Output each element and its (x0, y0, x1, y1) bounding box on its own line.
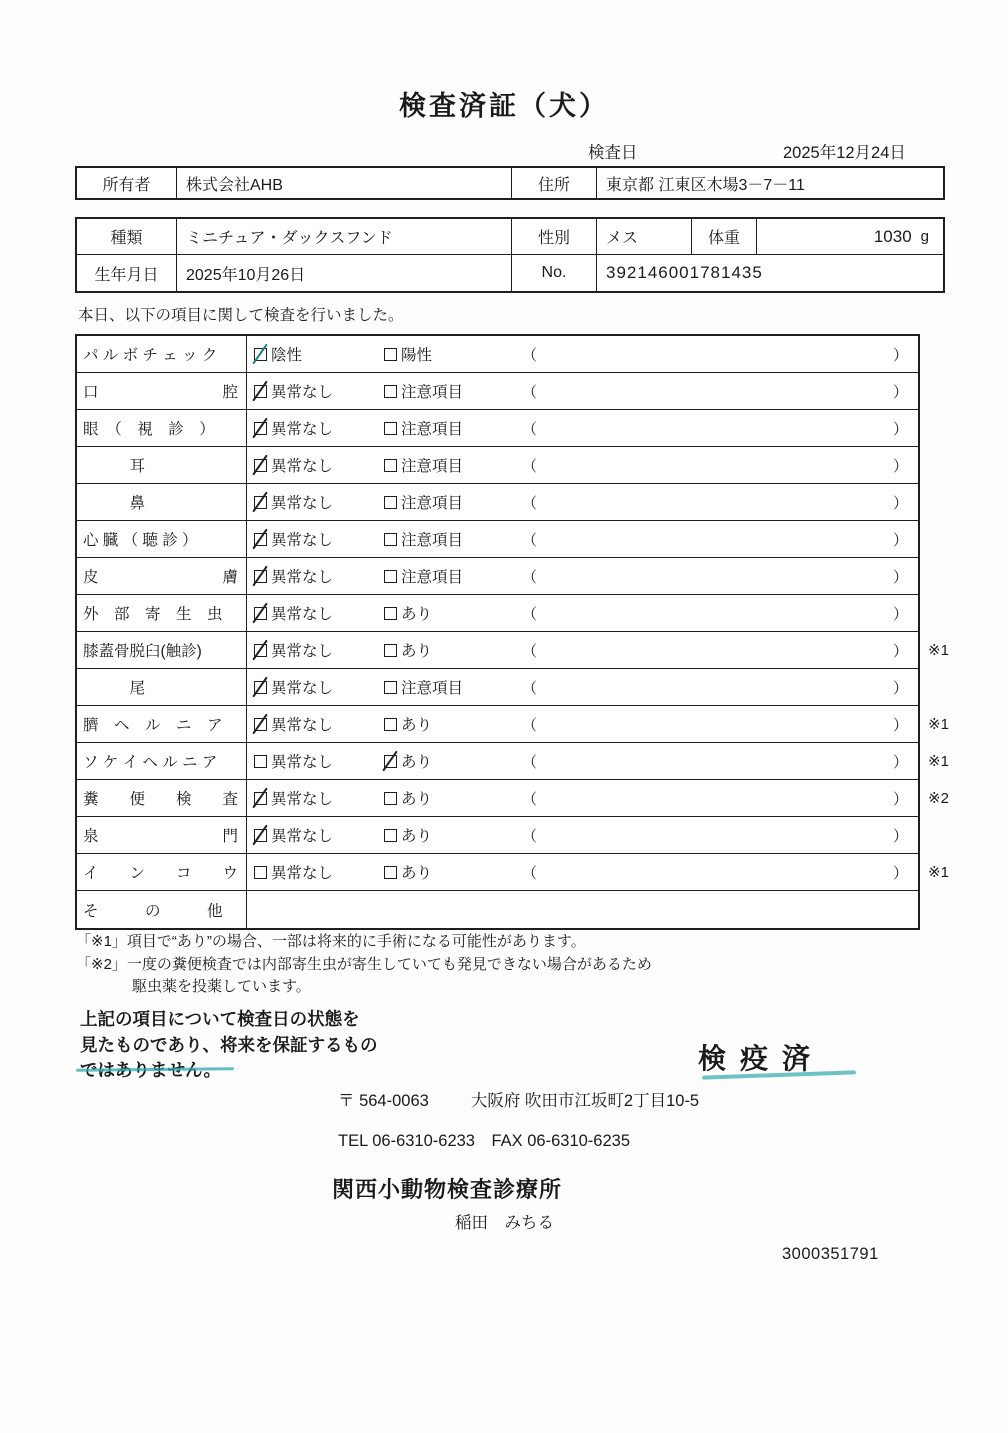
paren-open: （ (522, 346, 538, 364)
paren-close: ） (892, 346, 908, 364)
checkbox[interactable] (254, 496, 267, 509)
inspection-row (77, 521, 918, 558)
inspection-row (77, 854, 949, 891)
row-footnote-mark: ※1 (928, 642, 949, 659)
checkbox[interactable] (384, 459, 397, 472)
option2-label: 注意項目 (401, 680, 464, 697)
paren-open: （ (522, 605, 538, 623)
inspection-item-label: 耳 (77, 447, 247, 483)
checkbox[interactable] (384, 570, 397, 583)
option1-label: 異常なし (271, 717, 334, 734)
owner-table (75, 166, 945, 200)
clinic-address: 大阪府 吹田市江坂町2丁目10-5 (470, 1092, 700, 1110)
inspection-row (77, 373, 918, 410)
inspection-item-label: ソ ケ イ ヘ ル ニ ア (77, 743, 247, 779)
paren-open: （ (522, 679, 538, 697)
checkbox[interactable] (384, 496, 397, 509)
paren-close: ） (892, 605, 908, 623)
option2-cell (377, 632, 512, 668)
option2-cell (377, 558, 512, 594)
owner-value: 株式会社AHB (177, 168, 512, 198)
option2-cell (377, 743, 512, 779)
inspection-row (77, 336, 918, 373)
checkbox[interactable] (254, 644, 267, 657)
veterinarian-name: 稲田 みちる (455, 1214, 554, 1232)
inspection-item-label: パ ル ボ チ ェ ッ ク (77, 336, 247, 372)
option2-cell (377, 854, 512, 890)
paren-close: ） (892, 827, 908, 845)
row-footnote-mark: ※1 (928, 753, 949, 770)
option1-cell (247, 447, 377, 483)
checkbox[interactable] (254, 570, 267, 583)
checkbox[interactable] (384, 348, 397, 361)
inspection-item-label: 鼻 (77, 484, 247, 520)
footnote-2-cont: 駆虫薬を投薬しています。 (132, 978, 311, 995)
option2-label: 注意項目 (401, 421, 464, 438)
other-empty-cell (247, 891, 918, 928)
checkbox[interactable] (254, 718, 267, 731)
animal-table (75, 217, 945, 293)
row-footnote-mark: ※1 (928, 864, 949, 881)
option1-cell (247, 484, 377, 520)
disclaimer-line1: 上記の項目について検査日の状態を (80, 1009, 360, 1029)
clinic-name: 関西小動物検査診療所 (332, 1177, 563, 1202)
checkbox[interactable] (254, 533, 267, 546)
address-label: 住所 (512, 168, 597, 198)
disclaimer (80, 1007, 378, 1084)
serial-number: 3000351791 (782, 1245, 879, 1263)
checkbox[interactable] (254, 422, 267, 435)
weight-value: 1030 (873, 226, 912, 246)
option2-cell (377, 336, 512, 372)
checkbox[interactable] (254, 792, 267, 805)
checkbox[interactable] (384, 533, 397, 546)
checkbox[interactable] (384, 755, 397, 768)
paren-close: ） (892, 457, 908, 475)
inspection-item-label: 臍 ヘ ル ニ ア (77, 706, 247, 742)
option1-cell (247, 336, 377, 372)
inspection-item-label: イ ン コ ウ (77, 854, 247, 890)
paren-open: （ (522, 753, 538, 771)
inspection-item-label: 外 部 寄 生 虫 (77, 595, 247, 631)
row-footnote-mark: ※1 (928, 716, 949, 733)
option1-label: 異常なし (271, 495, 334, 512)
inspection-row (77, 669, 918, 706)
paren-open: （ (522, 827, 538, 845)
paren-close: ） (892, 753, 908, 771)
paren-close: ） (892, 716, 908, 734)
paren-close: ） (892, 420, 908, 438)
checkbox[interactable] (254, 866, 267, 879)
option1-label: 異常なし (271, 754, 334, 771)
paren-open: （ (522, 790, 538, 808)
birthdate-label: 生年月日 (77, 255, 177, 291)
postal-code: 〒 564-0063 (338, 1092, 429, 1110)
checkbox[interactable] (384, 422, 397, 435)
paren-open: （ (522, 716, 538, 734)
inspection-date-value: 2025年12月24日 (783, 144, 906, 162)
remarks-cell (512, 484, 918, 520)
paren-close: ） (892, 790, 908, 808)
row-footnote-mark: ※2 (928, 790, 949, 807)
document-title: 検査済証（犬） (399, 91, 609, 121)
inspection-item-label: 皮 膚 (77, 558, 247, 594)
remarks-cell (512, 558, 918, 594)
checkbox[interactable] (384, 681, 397, 694)
option2-cell (377, 484, 512, 520)
owner-label: 所有者 (77, 168, 177, 198)
option1-label: 異常なし (271, 680, 334, 697)
footnote-2: 「※2」一度の糞便検査では内部寄生虫が寄生していても発見できない場合があるため (76, 955, 652, 973)
checkbox[interactable] (254, 829, 267, 842)
checkbox[interactable] (254, 681, 267, 694)
paren-close: ） (892, 383, 908, 401)
inspection-item-label: 心 臓 （ 聴 診 ） (77, 521, 247, 557)
certificate-no-value: 392146001781435 (606, 263, 763, 282)
option1-label: 異常なし (271, 828, 334, 845)
remarks-cell (512, 447, 918, 483)
inspection-table (75, 334, 949, 930)
sex-label: 性別 (512, 219, 597, 254)
checkbox[interactable] (384, 607, 397, 620)
option2-cell (377, 817, 512, 853)
option2-cell (377, 669, 512, 705)
footnotes (76, 931, 652, 999)
remarks-cell (512, 817, 918, 853)
checkbox[interactable] (384, 385, 397, 398)
certificate-no-label: No. (512, 255, 597, 291)
option2-label: あり (401, 643, 433, 660)
option2-label: 注意項目 (401, 458, 464, 475)
inspection-row (77, 817, 918, 854)
paren-open: （ (522, 383, 538, 401)
checkbox[interactable] (384, 829, 397, 842)
option2-cell (377, 595, 512, 631)
paren-close: ） (892, 679, 908, 697)
option1-label: 異常なし (271, 791, 334, 808)
inspection-item-label: 膝蓋骨脱臼(触診) (77, 632, 247, 668)
checkbox[interactable] (254, 348, 267, 361)
option2-cell (377, 780, 512, 816)
option1-label: 異常なし (271, 532, 334, 549)
option2-label: あり (401, 606, 433, 623)
checkbox[interactable] (254, 459, 267, 472)
option1-cell (247, 632, 377, 668)
option2-label: 注意項目 (401, 495, 464, 512)
paren-open: （ (522, 457, 538, 475)
remarks-cell (512, 521, 918, 557)
option1-label: 異常なし (271, 569, 334, 586)
option2-label: あり (401, 865, 433, 882)
breed-label: 種類 (77, 219, 177, 254)
sex-value: メス (597, 219, 692, 254)
tel-fax-line: TEL 06-6310-6233 FAX 06-6310-6235 (338, 1132, 631, 1150)
inspection-item-label: 糞 便 検 査 (77, 780, 247, 816)
option2-label: 注意項目 (401, 532, 464, 549)
option1-label: 異常なし (271, 384, 334, 401)
checkbox[interactable] (384, 718, 397, 731)
remarks-cell (512, 595, 918, 631)
paren-open: （ (522, 531, 538, 549)
option1-cell (247, 595, 377, 631)
weight-cell (757, 219, 943, 254)
option2-label: あり (401, 754, 433, 771)
address-value: 東京都 江東区木場3－7－11 (606, 176, 805, 194)
footnote-1: 「※1」項目で“あり”の場合、一部は将来的に手術になる可能性があります。 (76, 933, 586, 950)
intro-text: 本日、以下の項目に関して検査を行いました。 (78, 307, 404, 324)
option1-cell (247, 817, 377, 853)
remarks-cell (512, 373, 918, 409)
option2-cell (377, 373, 512, 409)
option1-label: 異常なし (271, 458, 334, 475)
inspection-row (77, 447, 918, 484)
remarks-cell (512, 336, 918, 372)
inspection-row (77, 706, 949, 743)
checkbox[interactable] (384, 644, 397, 657)
option1-label: 陰性 (271, 347, 303, 364)
inspection-row (77, 410, 918, 447)
option2-cell (377, 521, 512, 557)
clinic-address-line (338, 1087, 699, 1111)
option2-label: 注意項目 (401, 569, 464, 586)
quarantine-stamp: 検疫済 (698, 1043, 825, 1074)
checkbox[interactable] (254, 755, 267, 768)
option1-cell (247, 521, 377, 557)
remarks-cell (512, 706, 918, 742)
option1-cell (247, 669, 377, 705)
remarks-cell (512, 632, 918, 668)
option1-label: 異常なし (271, 865, 334, 882)
weight-unit: g (920, 228, 929, 245)
remarks-cell (512, 854, 918, 890)
inspection-item-label: そ の 他 (77, 891, 247, 928)
inspection-item-label: 尾 (77, 669, 247, 705)
inspection-row (77, 780, 949, 817)
option2-label: 陽性 (401, 347, 433, 364)
checkbox[interactable] (384, 792, 397, 805)
paren-open: （ (522, 568, 538, 586)
paren-close: ） (892, 568, 908, 586)
inspection-row (77, 632, 949, 669)
option1-cell (247, 558, 377, 594)
option2-cell (377, 447, 512, 483)
inspection-rows (77, 336, 949, 891)
remarks-cell (512, 743, 918, 779)
inspection-item-label: 眼 （ 視 診 ） (77, 410, 247, 446)
option2-label: あり (401, 717, 433, 734)
option1-cell (247, 410, 377, 446)
inspection-row (77, 558, 918, 595)
birthdate-value: 2025年10月26日 (177, 255, 512, 291)
checkbox[interactable] (254, 607, 267, 620)
checkbox[interactable] (254, 385, 267, 398)
option1-cell (247, 780, 377, 816)
inspection-item-label: 口 腔 (77, 373, 247, 409)
option2-cell (377, 410, 512, 446)
paren-close: ） (892, 864, 908, 882)
inspection-row (77, 595, 918, 632)
inspection-row (77, 484, 918, 521)
remarks-cell (512, 780, 918, 816)
remarks-cell (512, 410, 918, 446)
weight-label: 体重 (692, 219, 757, 254)
remarks-cell (512, 669, 918, 705)
option1-label: 異常なし (271, 421, 334, 438)
option1-cell (247, 854, 377, 890)
breed-value: ミニチュア・ダックスフンド (177, 219, 512, 254)
paren-close: ） (892, 642, 908, 660)
paren-close: ） (892, 531, 908, 549)
option1-cell (247, 743, 377, 779)
inspection-item-label: 泉 門 (77, 817, 247, 853)
option1-cell (247, 706, 377, 742)
paren-open: （ (522, 420, 538, 438)
paren-open: （ (522, 642, 538, 660)
option1-label: 異常なし (271, 606, 334, 623)
paren-open: （ (522, 494, 538, 512)
option2-label: あり (401, 828, 433, 845)
paren-open: （ (522, 864, 538, 882)
inspection-row (77, 743, 949, 780)
option2-label: あり (401, 791, 433, 808)
option2-cell (377, 706, 512, 742)
inspection-date-label: 検査日 (588, 144, 638, 162)
option1-cell (247, 373, 377, 409)
option1-label: 異常なし (271, 643, 334, 660)
disclaimer-line2: 見たものであり、将来を保証するもの (80, 1034, 378, 1055)
paren-close: ） (892, 494, 908, 512)
inspection-row-other (77, 891, 918, 928)
checkbox[interactable] (384, 866, 397, 879)
option2-label: 注意項目 (401, 384, 464, 401)
